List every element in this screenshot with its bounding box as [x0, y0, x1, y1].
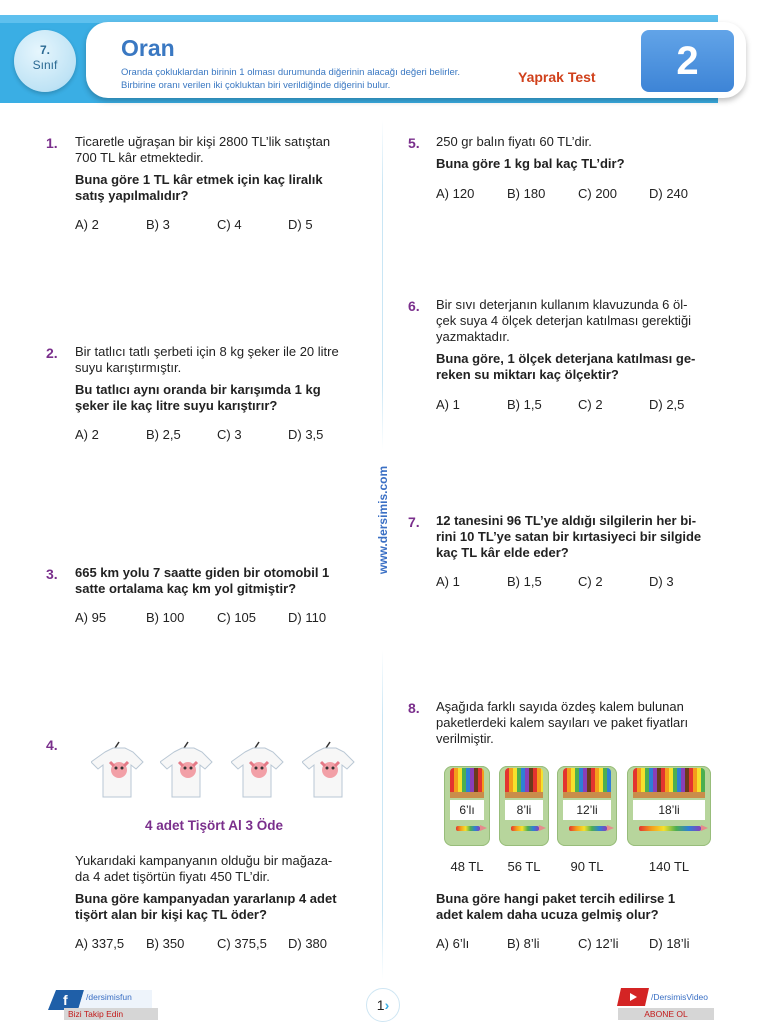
q1-line1: Ticaretle uğraşan bir kişi 2800 TL’lik satıştan	[75, 134, 331, 149]
q5-line1: 250 gr balın fiyatı 60 TL’dir.	[436, 134, 592, 149]
q6-bold2: reken su miktarı kaç ölçektir?	[436, 367, 619, 382]
q6-stem	[436, 297, 721, 383]
pack-label: 12’li	[563, 800, 611, 820]
q6-line3: yazmaktadır.	[436, 329, 510, 344]
pencil-icon	[639, 826, 701, 831]
q3-bold1: 665 km yolu 7 saatte giden bir otomobil 1	[75, 565, 330, 580]
column-divider-top	[382, 120, 383, 450]
q8-line3: verilmiştir.	[436, 731, 494, 746]
q5-option-a[interactable]: A) 120	[436, 186, 475, 201]
q1-option-d[interactable]: D) 5	[288, 217, 313, 232]
q8-line1: Aşağıda farklı sayıda özdeş kalem bulunan	[436, 699, 684, 714]
q8-option-b[interactable]: B) 8’li	[507, 936, 540, 951]
site-url-vertical	[373, 460, 393, 580]
q1-number: 1.	[46, 135, 58, 151]
test-type: Yaprak Test	[518, 69, 596, 85]
q2-option-d[interactable]: D) 3,5	[288, 427, 324, 442]
q2-option-a[interactable]: A) 2	[75, 427, 99, 442]
q4-option-c[interactable]: C) 375,5	[217, 936, 267, 951]
column-divider-bottom	[382, 650, 383, 980]
q8-stem	[436, 699, 721, 747]
q8-bold2: adet kalem daha ucuza gelmiş olur?	[436, 907, 659, 922]
q3-options	[75, 610, 360, 626]
pencil-icon	[456, 826, 480, 831]
objective-line-2: Birbirine oranı verilen iki çokluktan biri verildiğinde diğerini bulur.	[121, 80, 391, 91]
grade-badge	[14, 30, 76, 92]
q3-option-b[interactable]: B) 100	[146, 610, 185, 625]
q1-option-c[interactable]: C) 4	[217, 217, 242, 232]
q8-option-a[interactable]: A) 6’lı	[436, 936, 470, 951]
q4-option-b[interactable]: B) 350	[146, 936, 185, 951]
q1-bold1: Buna göre 1 TL kâr etmek için kaç liralık	[75, 172, 323, 187]
pencil-icon	[569, 826, 607, 831]
q6-line1: Bir sıvı deterjanın kullanım klavuzunda 6 öl-	[436, 297, 688, 312]
pack-price: 90 TL	[570, 859, 604, 874]
q7-bold3: kaç TL kâr elde eder?	[436, 545, 569, 560]
q5-number: 5.	[408, 135, 420, 151]
q7-bold1: 12 tanesini 96 TL’ye aldığı silgilerin her bi-	[436, 513, 697, 528]
svg-text:f: f	[63, 992, 68, 1008]
q8-option-d[interactable]: D) 18’li	[649, 936, 690, 951]
grade-label: Sınıf	[32, 58, 58, 72]
q2-line1: Bir tatlıcı tatlı şerbeti için 8 kg şeker ile 20 litre	[75, 344, 339, 359]
pencils-graphic	[450, 768, 484, 794]
pencil-pack-18	[627, 766, 711, 846]
q7-option-d[interactable]: D) 3	[649, 574, 674, 589]
q7-option-a[interactable]: A) 1	[436, 574, 460, 589]
q2-number: 2.	[46, 345, 58, 361]
pencils-graphic	[563, 768, 611, 794]
q5-bold1: Buna göre 1 kg bal kaç TL’dir?	[436, 156, 625, 171]
q1-options	[75, 217, 360, 233]
q7-option-c[interactable]: C) 2	[578, 574, 603, 589]
q4-bold2: tişört alan bir kişi kaç TL öder?	[75, 907, 267, 922]
q7-number: 7.	[408, 514, 420, 530]
q6-option-a[interactable]: A) 1	[436, 397, 460, 412]
pencil-pack-12	[557, 766, 617, 846]
pack-label: 18’li	[633, 800, 705, 820]
pencils-graphic	[633, 768, 705, 794]
q2-line2: suyu karıştırmıştır.	[75, 360, 182, 375]
tshirt-image-4	[302, 740, 358, 802]
q6-options	[436, 397, 721, 413]
q6-option-d[interactable]: D) 2,5	[649, 397, 685, 412]
q3-option-c[interactable]: C) 105	[217, 610, 257, 625]
q4-stem	[75, 853, 360, 923]
page-number-text: 1	[376, 997, 385, 1013]
q4-options	[75, 936, 360, 952]
q6-line2: çek suya 4 ölçek deterjan katılması gerektiği	[436, 313, 692, 328]
pencils-graphic	[505, 768, 543, 794]
q7-options	[436, 574, 721, 590]
q5-option-b[interactable]: B) 180	[507, 186, 546, 201]
q2-options	[75, 427, 360, 443]
pencil-pack-8	[499, 766, 549, 846]
page-title: Oran	[121, 35, 175, 61]
q6-number: 6.	[408, 298, 420, 314]
q8-line2: paketlerdeki kalem sayıları ve paket fiyatları	[436, 715, 689, 730]
youtube-handle[interactable]: /DersimisVideo	[651, 992, 709, 1002]
page-number	[366, 988, 400, 1022]
q7-bold2: rini 10 TL’ye satan bir kırtasiyeci bir silgide	[436, 529, 702, 544]
q2-stem	[75, 344, 360, 414]
q7-option-b[interactable]: B) 1,5	[507, 574, 542, 589]
campaign-caption: 4 adet Tişört Al 3 Öde	[145, 818, 284, 833]
q3-option-d[interactable]: D) 110	[288, 610, 327, 625]
q4-line2: da 4 adet tişörtün fiyatı 450 TL’dir.	[75, 869, 270, 884]
q3-option-a[interactable]: A) 95	[75, 610, 107, 625]
chevron-right-icon: ›	[384, 997, 390, 1013]
q1-stem	[75, 134, 360, 204]
pack-price: 140 TL	[648, 859, 690, 874]
facebook-handle[interactable]: /dersimisfun	[86, 992, 132, 1002]
q4-option-d[interactable]: D) 380	[288, 936, 328, 951]
grade-number: 7.	[39, 43, 50, 57]
q4-line1: Yukarıdaki kampanyanın olduğu bir mağaza-	[75, 853, 333, 868]
q4-number: 4.	[46, 737, 58, 753]
q1-option-b[interactable]: B) 3	[146, 217, 170, 232]
q2-bold2: şeker ile kaç litre suyu karıştırır?	[75, 398, 278, 413]
q5-stem	[436, 134, 721, 172]
objective-line-1: Oranda çokluklardan birinin 1 olması durumunda diğerinin alacağı değeri belirler.	[121, 67, 461, 78]
q1-line2: 700 TL kâr etmektedir.	[75, 150, 204, 165]
q3-stem	[75, 565, 360, 597]
q2-bold1: Bu tatlıcı aynı oranda bir karışımda 1 kg	[75, 382, 321, 397]
q2-option-b[interactable]: B) 2,5	[146, 427, 181, 442]
q2-option-c[interactable]: C) 3	[217, 427, 242, 442]
follow-label: Bizi Takip Edin	[64, 1008, 158, 1020]
q8-bold1: Buna göre hangi paket tercih edilirse 1	[436, 891, 676, 906]
tshirt-image-2	[160, 740, 216, 802]
pencil-pack-6	[444, 766, 490, 846]
tshirt-image-3	[231, 740, 287, 802]
q6-option-b[interactable]: B) 1,5	[507, 397, 542, 412]
youtube-icon[interactable]	[617, 988, 649, 1006]
q7-stem	[436, 513, 721, 561]
pack-price: 56 TL	[507, 859, 541, 874]
subscribe-label[interactable]: ABONE OL	[618, 1008, 714, 1020]
q5-option-c[interactable]: C) 200	[578, 186, 618, 201]
q4-option-a[interactable]: A) 337,5	[75, 936, 125, 951]
pack-label: 8’li	[505, 800, 543, 820]
test-number-badge: 2	[641, 30, 734, 92]
pencil-icon	[511, 826, 539, 831]
q1-option-a[interactable]: A) 2	[75, 217, 99, 232]
q6-bold1: Buna göre, 1 ölçek deterjana katılması ge-	[436, 351, 696, 366]
q8-options	[436, 936, 721, 952]
q8-number: 8.	[408, 700, 420, 716]
q4-bold1: Buna göre kampanyadan yararlanıp 4 adet	[75, 891, 337, 906]
q8-question	[436, 891, 721, 923]
pack-price: 48 TL	[450, 859, 484, 874]
q5-options	[436, 186, 721, 202]
pack-label: 6’lı	[450, 800, 484, 820]
q6-option-c[interactable]: C) 2	[578, 397, 603, 412]
tshirt-image-1	[91, 740, 147, 802]
q3-number: 3.	[46, 566, 58, 582]
q3-bold2: satte ortalama kaç km yol gitmiştir?	[75, 581, 297, 596]
site-url-text: www.dersimis.com	[376, 465, 390, 575]
q8-option-c[interactable]: C) 12’li	[578, 936, 619, 951]
q1-bold2: satış yapılmalıdır?	[75, 188, 189, 203]
q5-option-d[interactable]: D) 240	[649, 186, 689, 201]
